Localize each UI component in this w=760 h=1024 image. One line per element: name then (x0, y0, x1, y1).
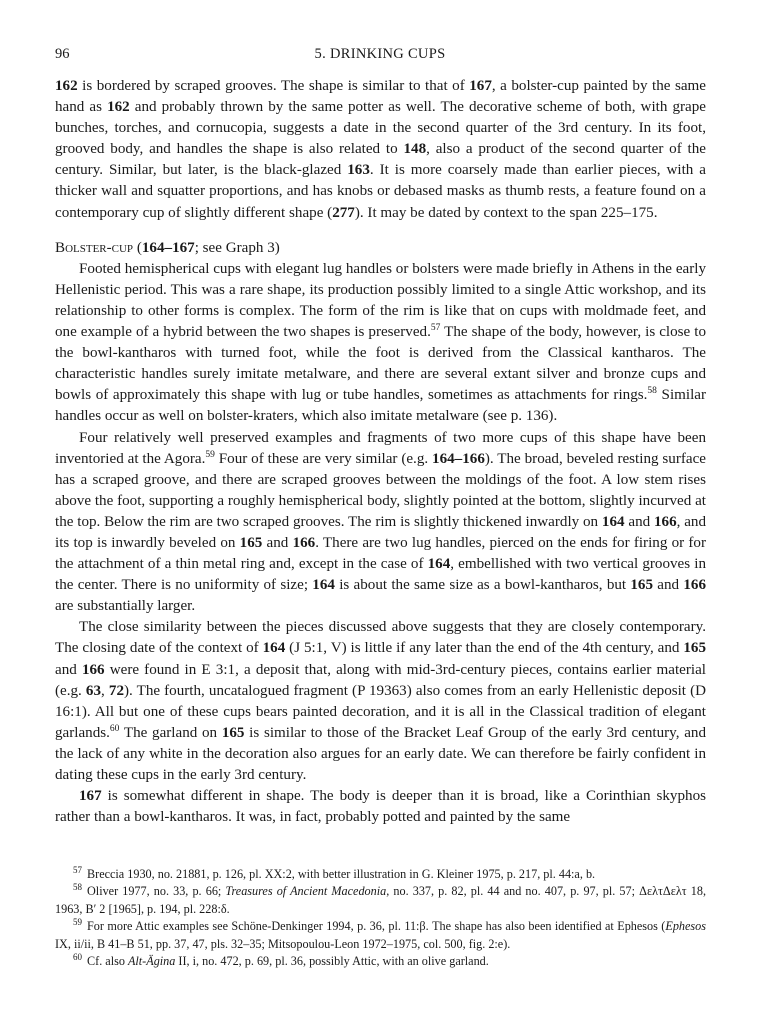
footnote-text: Cf. also (87, 954, 128, 969)
text-run: The close similarity between the pieces discussed above suggests that they are closely contemporary. The closing date of the context of (55, 619, 706, 657)
footnote-number: 59 (73, 917, 82, 928)
catalogue-ref: 165 (221, 724, 245, 741)
text-run: , also a product of the second quarter of the century. Similar, but later, is the black-glazed (55, 141, 706, 179)
catalogue-ref: 164 (601, 513, 625, 530)
text-run: were found in E 3:1, a deposit that, along with mid-3rd-century pieces, contains earlier material (e.g. (55, 661, 706, 699)
catalogue-ref: 164–166 (432, 450, 485, 467)
footnote-text: , no. 337, p. 82, pl. 44 and no. 407, p. 97, pl. 57; ΔελτΔελτ 18, 1963, Β′ 2 [1965], p. 194, pl. 228:δ. (55, 884, 706, 916)
paragraph-162-163 (55, 76, 706, 224)
catalogue-ref: 162 (107, 99, 130, 116)
text-run: , embellished with two vertical grooves in the center. There is no uniformity of size; (55, 556, 706, 594)
paragraph-footed-hemispherical-cups (55, 259, 706, 428)
catalogue-ref: 167 (79, 788, 102, 805)
text-run: , a bolster-cup painted by the same hand as (55, 78, 706, 116)
text-run: is about the same size as a bowl-kantharos, but (334, 577, 631, 594)
catalogue-ref: 165 (630, 577, 654, 594)
footnote-57 (55, 866, 706, 883)
text-run: is somewhat different in shape. The body is deeper than it is broad, like a Corinthian skyphos rather than a bowl-kantharos. It was, in fact, probably potted and painted by the same (55, 788, 706, 826)
catalogue-ref: 167 (469, 78, 492, 94)
catalogue-ref: 277 (332, 204, 355, 221)
catalogue-ref: 166 (292, 534, 316, 551)
text-run: ( (133, 239, 142, 256)
catalogue-ref: 162 (55, 78, 78, 94)
catalogue-ref: 166 (81, 661, 105, 678)
footnote-text: For more Attic examples see Schöne-Denkinger 1994, p. 36, pl. 11:β. The shape has also been identified at Ephesos ( (87, 919, 666, 934)
catalogue-ref: 63 (85, 682, 102, 699)
text-run: , and its top is inwardly beveled on (55, 513, 707, 551)
text-run: (J 5:1, V) is little if any later than the end of the 4th century, and (285, 640, 684, 657)
footnote-number: 58 (73, 882, 82, 893)
footnotes (55, 866, 706, 970)
footnote-title: Alt-Ägina (127, 954, 176, 969)
catalogue-ref: 164 (312, 577, 335, 594)
catalogue-ref: 164 (427, 556, 451, 573)
paragraph-167-different (55, 786, 706, 828)
footnote-ref-57[interactable]: 57 (430, 323, 441, 333)
text-run: and (55, 661, 82, 678)
catalogue-ref: 72 (108, 682, 124, 699)
footnote-text: Oliver 1977, no. 33, p. 66; (87, 884, 226, 899)
text-run: are substantially larger. (55, 598, 196, 615)
text-run: Similar handles occur as well on bolster-kraters, which also imitate metalware (see p. 136). (55, 387, 706, 425)
paragraph-close-similarity (55, 617, 706, 786)
text-run: and probably thrown by the same potter as well. The decorative scheme of both, with grape bunches, torches, and cornucopia, suggests a date in the second quarter of the 3rd century. In its foot, grooved body, and handles the shape is also related to (55, 99, 706, 158)
paragraph-four-examples (55, 428, 706, 618)
text-run: and (653, 577, 684, 594)
chapter-title: 5. DRINKING CUPS (314, 46, 446, 62)
text-run: is similar to those of the Bracket Leaf Group of the early 3rd century, and the lack of any white in the decoration also argues for an early date. We can therefore be fairly confident in dating these cups in the early 3rd century. (55, 724, 706, 783)
catalogue-ref: 166 (653, 513, 677, 530)
running-head (55, 46, 705, 66)
catalogue-ref: 163 (347, 162, 370, 179)
text-run: The garland on (119, 724, 222, 741)
body-text (55, 76, 706, 828)
text-run: Four relatively well preserved examples and fragments of two more cups of this shape have been inventoried at the Agora. (55, 429, 706, 467)
section-heading-bolster-cup (55, 238, 706, 259)
footnote-title: Ephesos (665, 919, 706, 934)
text-run: Four of these are very similar (e.g. (214, 450, 433, 467)
footnote-59 (55, 918, 706, 953)
footnote-58 (55, 883, 706, 918)
text-run: . There are two lug handles, pierced on the ends for firing or for the attachment of a thin metal ring and, except in the case of (55, 534, 707, 573)
heading-label: Bolster-cup (55, 239, 134, 256)
text-run: is bordered by scraped grooves. The shape is similar to that of (77, 78, 470, 94)
footnote-ref-58[interactable]: 58 (647, 386, 657, 397)
footnote-ref-59[interactable]: 59 (205, 449, 215, 460)
catalogue-ref: 166 (683, 577, 706, 594)
catalogue-range: 164–167 (141, 239, 195, 256)
footnote-text: Breccia 1930, no. 21881, p. 126, pl. XX:2, with better illustration in G. Kleiner 1975, p. 217, pl. 44:a, b. (87, 867, 596, 881)
footnote-text: II, i, no. 472, p. 69, pl. 36, possibly Attic, with an olive garland. (175, 954, 489, 969)
catalogue-ref: 164 (262, 640, 286, 657)
text-run: ). The broad, beveled resting surface has a scraped groove, and there are scraped grooves between the moldings of the foot. A low stem rises above the foot, supporting a roughly hemispherical body, slightly pointed at the bottom, slightly incurved at the top. Below the rim are two scraped grooves. The rim is slightly thickened inwardly on (55, 450, 706, 530)
footnote-60 (55, 953, 706, 970)
text-run: and (262, 534, 293, 551)
catalogue-ref: 165 (239, 534, 263, 551)
text-run: ). The fourth, uncatalogued fragment (P 19363) also comes from an early Hellenistic deposit (D 16:1). All but one of these cups bears painted decoration, and it is all in the Classical tradition of elegant garlands. (55, 682, 707, 741)
footnote-ref-60[interactable]: 60 (109, 723, 120, 734)
text-run: , (101, 682, 109, 699)
text-run: Footed hemispherical cups with elegant lug handles or bolsters were made briefly in Athens in the early Hellenistic period. This was a rare shape, its production possibly limited to a single Attic workshop, and its relationship to other forms is complex. The form of the rim is like that on cups with moldmade feet, and one example of a hybrid between the two shapes is preserved. (55, 260, 706, 341)
text-run: The shape of the body, however, is close to the bowl-kantharos with turned foot, while the foot is derived from the Classical kantharos. The characteristic handles surely imitate metalware, and there are several extant silver and bronze cups and bowls of approximately this shape with lug or tube handles, sometimes as attachments for rings. (55, 324, 706, 404)
footnote-number: 60 (73, 951, 82, 962)
page-number: 96 (55, 46, 70, 62)
footnote-number: 57 (73, 864, 82, 875)
footnote-title: Treasures of Ancient Macedonia (225, 884, 387, 899)
text-run: and (624, 513, 654, 530)
text-run: . It is more coarsely made than earlier pieces, with a thicker wall and squatter proportions, and has knobs or debased masks as thumb rests, a feature found on a contemporary cup of slightly different shape ( (55, 162, 706, 221)
text-run: ; see Graph 3) (194, 239, 280, 256)
catalogue-ref: 165 (683, 640, 706, 657)
catalogue-ref: 148 (403, 141, 427, 158)
text-run: ). It may be dated by context to the span 225–175. (354, 204, 658, 221)
footnote-text: IX, ii/ii, B 41–B 51, pp. 37, 47, pls. 32–35; Mitsopoulou-Leon 1972–1975, col. 500, fig. 2:e). (55, 936, 511, 951)
